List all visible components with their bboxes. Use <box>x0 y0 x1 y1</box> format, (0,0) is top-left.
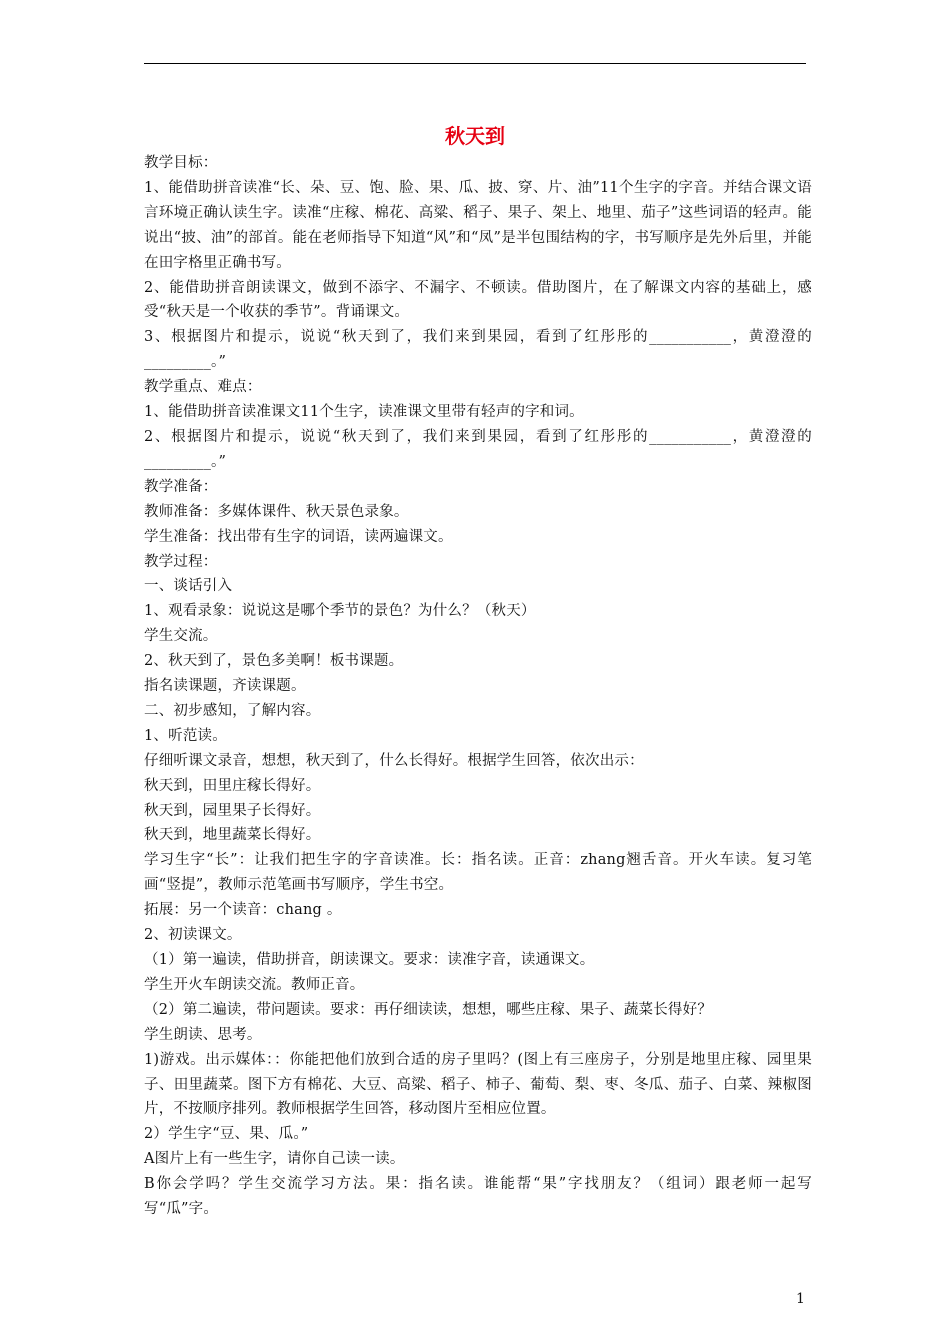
document-title: 秋天到 <box>445 124 505 148</box>
process-paragraph: 2）学生字“豆、果、瓜。” <box>144 1126 309 1143</box>
process-paragraph: A图片上有一些生字，请你自己读一读。 <box>144 1151 405 1168</box>
process-paragraph: B你会学吗？学生交流学习方法。果：指名读。谁能帮“果”字找朋友？（组词）跟老师一起写写“瓜”字。 <box>144 1176 812 1218</box>
process-paragraph: （2）第二遍读，带问题读。要求：再仔细读读，想想，哪些庄稼、果子、蔬菜长得好？ <box>144 1001 713 1018</box>
student-preparation: 学生准备：找出带有生字的词语，读两遍课文。 <box>144 528 453 545</box>
objective-2: 2、能借助拼音朗读课文，做到不添字、不漏字、不顿读。借助图片，在了解课文内容的基础上，感受“秋天是一个收获的季节”。背诵课文。 <box>144 279 812 321</box>
section-heading-process: 教学过程： <box>144 553 218 570</box>
page-number: 1 <box>796 1291 805 1307</box>
step-heading-2: 二、初步感知，了解内容。 <box>144 702 321 719</box>
section-heading-key-points: 教学重点、难点： <box>144 379 262 396</box>
process-paragraph: 学习生字“长”：让我们把生字的字音读准。长：指名读。正音：zhang翘舌音。开火车读。复习笔画“竖提”，教师示范笔画书写顺序，学生书空。 <box>144 852 812 894</box>
process-paragraph: 指名读课题，齐读课题。 <box>144 678 306 695</box>
process-paragraph: 2、初读课文。 <box>144 927 242 944</box>
process-paragraph: 1、观看录象：说说这是哪个季节的景色？为什么？（秋天） <box>144 603 536 620</box>
section-heading-preparation: 教学准备： <box>144 478 218 495</box>
objective-1: 1、能借助拼音读准“长、朵、豆、饱、脸、果、瓜、披、穿、片、油”11个生字的字音。并结合课文语言环境正确认读生字。读准“庄稼、棉花、高粱、稻子、果子、架上、地里、茄子”这些词语的轻声。能说出“披、油”的部首。能在老师指导下知道“风”和“凤”是半包围结构的字，书写顺序是先外后里，并能在田字格里正确书写。 <box>144 179 812 271</box>
process-paragraph: 学生交流。 <box>144 628 218 645</box>
process-paragraph: 1、听范读。 <box>144 727 227 744</box>
section-heading-objectives: 教学目标： <box>144 155 218 171</box>
objective-3: 3、根据图片和提示，说说“秋天到了，我们来到果园，看到了红彤彤的___________，黄澄澄的_________。” <box>144 329 812 371</box>
process-paragraph: 学生开火车朗读交流。教师正音。 <box>144 976 365 993</box>
process-paragraph: 1)游戏。出示媒体：：你能把他们放到合适的房子里吗？(图上有三座房子，分别是地里庄稼、园里果子、田里蔬菜。图下方有棉花、大豆、高粱、稻子、柿子、葡萄、梨、枣、冬瓜、茄子、白菜、辣椒图片，不按顺序排列。教师根据学生回答，移动图片至相应位置。 <box>144 1051 812 1118</box>
process-paragraph: 仔细听课文录音，想想，秋天到了，什么长得好。根据学生回答，依次出示： <box>144 752 644 769</box>
process-paragraph: 拓展：另一个读音：chang 。 <box>144 902 342 919</box>
header-rule <box>144 63 806 64</box>
process-paragraph: 2、秋天到了，景色多美啊！板书课题。 <box>144 653 404 670</box>
document-body <box>144 151 812 1222</box>
key-point-2: 2、根据图片和提示，说说“秋天到了，我们来到果园，看到了红彤彤的___________，黄澄澄的_________。” <box>144 428 812 470</box>
process-paragraph: 秋天到，田里庄稼长得好。 <box>144 777 321 794</box>
process-paragraph: 学生朗读、思考。 <box>144 1026 262 1043</box>
process-paragraph: 秋天到，园里果子长得好。 <box>144 802 321 819</box>
process-paragraph: （1）第一遍读，借助拼音，朗读课文。要求：读准字音，读通课文。 <box>144 952 595 968</box>
teacher-preparation: 教师准备：多媒体课件、秋天景色录象。 <box>144 503 409 520</box>
process-paragraph: 秋天到，地里蔬菜长得好。 <box>144 827 321 844</box>
step-heading-1: 一、谈话引入 <box>144 578 233 595</box>
key-point-1: 1、能借助拼音读准课文11个生字，读准课文里带有轻声的字和词。 <box>144 404 584 421</box>
